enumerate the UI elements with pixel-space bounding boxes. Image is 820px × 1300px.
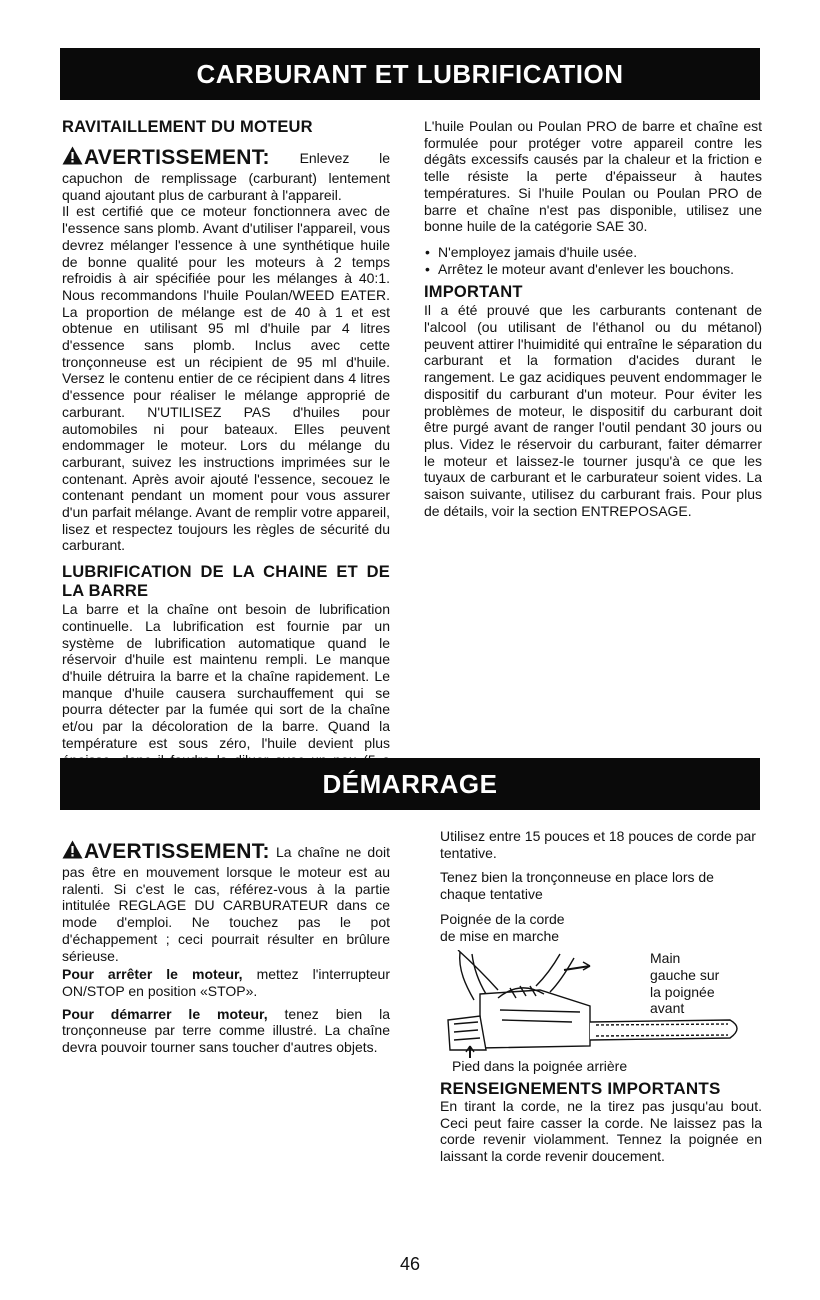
- hold-firmly-text: Tenez bien la tronçonneuse en place lors de chaque tentative: [440, 869, 714, 903]
- important-info-text: En tirant la corde, ne la tirez pas jusqu'au bout. Ceci peut faire casser la corde. Ne laissez pas la corde revenir violamment. Tennez la poignée en laissant la corde revenir doucement.: [440, 1097, 762, 1165]
- important-info-heading: RENSEIGNEMENTS IMPORTANTS: [440, 1078, 721, 1098]
- pull-length-text: Utilisez entre 15 pouces et 18 pouces de corde par tentative.: [440, 828, 756, 861]
- figure-label-foot: Pied dans la poignée arrière: [452, 1058, 628, 1075]
- stop-engine-paragraph: [62, 966, 390, 999]
- refuel-body: Il est certifié que ce moteur fonctionnera avec de l'essence sans plomb. Avant d'utiliser l'appareil, vous devrez mélanger l'essence à une synthétique huile de bonne qualité pour les moteurs à 2 temps refroidis à air spécifiée pour les mélanges à 40:1. Nous recommandons l'huile Poulan/WEED EATER. La proportion de mélange est de 40 à 1 et est obtenue en utilisant 95 ml d'huile par 4 litres d'essence sans plomb. Inclus avec cette tronçonneuse est un récipient de 95 ml d'huile. Versez le contenu entier de ce récipient dans 4 litres d'essence pour réaliser le mélange approprié de carburant. N'UTILISEZ PAS d'huiles pour automobiles ni pour bateaux. Elles peuvent endommager le moteur. Lors du mélange du carburant, suivez les instructions imprimées sur le contenant. Après avoir ajouté l'essence, secouez le contenant pendant un moment pour vous assurer d'un parfait mélange. Avant de remplir votre appareil, lisez et respectez toujours les règles de sécurité du carburant.: [62, 203, 390, 554]
- lubrication-body-part2: L'huile Poulan ou Poulan PRO de barre et chaîne est formulée pour protéger votre appareil contre les dégâts excessifs causés par la chaleur et la friction e telle résiste la perte d'épaisseur à hautes températures. Si l'huile Poulan ou Poulan PRO de barre et chaîne n'est pas disponible, utilisez une bonne huile de la catégorie SAE 30.: [424, 118, 762, 235]
- starting-left-column: [62, 840, 390, 1056]
- start-engine-paragraph: [62, 1006, 390, 1056]
- stop-engine-text: mettez l'interrupteur ON/STOP en position «STOP».: [62, 966, 391, 999]
- starting-right-column: [440, 828, 762, 1165]
- start-engine-text: tenez bien la tronçonneuse par terre comme illustré. La chaîne devra pouvoir tourner sans toucher d'autres objets.: [62, 1005, 390, 1056]
- fuel-left-column: [62, 118, 390, 802]
- starting-illustration: [440, 950, 762, 1058]
- important-heading: IMPORTANT: [424, 283, 523, 302]
- stop-engine-lead: Pour arrêter le moteur,: [62, 966, 243, 983]
- page-number: 46: [399, 1254, 421, 1274]
- lubrication-bullets: [424, 244, 762, 277]
- warning-triangle-icon: [62, 840, 83, 859]
- figure-label-hand-line: la poignée: [650, 983, 715, 1000]
- refuel-warning: [62, 146, 390, 203]
- lubrication-heading: LUBRIFICATION DE LA CHAINE ET DE LA BARRE: [62, 563, 390, 601]
- warning-text: La chaîne ne doit pas être en mouvement lorsque le moteur est au ralenti. Si c'est le cas, référez-vous à la partie intitulée REGLAGE DU CARBURATEUR dans ce mode d'emploi. Ne touchez pas le pot d'échappement ; ceci pourrait résulter en brûlure sérieuse.: [62, 844, 391, 964]
- warning-triangle-icon: [62, 146, 83, 165]
- list-item: • Arrêtez le moteur avant d'enlever les bouchons.: [438, 261, 762, 278]
- figure-label-hand-line: Main: [650, 950, 681, 967]
- section-banner-fuel: CARBURANT ET LUBRIFICATION: [60, 48, 760, 100]
- important-body: Il a été prouvé que les carburants contenant de l'alcool (ou utilisant de l'éthanol ou du métanol) peuvent attirer l'huimidité qui entraîne le séparation du carburant et la formation d'acides durant le rangement. Le gaz acidiques peuvent endommager le dispositif du carburant d'un moteur. Pour éviter les problèmes de moteur, le dispositif du carburant doit être purgé avant de ranger l'outil pendant 30 jours ou plus. Videz le réservoir du carburant, faiter démarrer le moteur et laissez-le tourner jusqu'à ce que les tuyaux de carburant et le carburateur soient vides. La saison suivante, utilisez du carburant frais. Pour plus de détails, voir la section ENTREPOSAGE.: [424, 302, 762, 519]
- warning-title: AVERTISSEMENT:: [84, 840, 270, 863]
- section-banner-starting: DÉMARRAGE: [60, 758, 760, 810]
- list-item: • N'employez jamais d'huile usée.: [438, 244, 762, 261]
- figure-label-hand-line: avant: [650, 1000, 685, 1017]
- figure-label-hand-line: gauche sur: [650, 966, 720, 983]
- warning-text: Enlevez le capuchon de remplissage (carburant) lentement quand ajoutant plus de carburant à l'appareil.: [62, 150, 390, 203]
- refuel-heading: RAVITAILLEMENT DU MOTEUR: [62, 118, 313, 136]
- figure-label-handle-2: de mise en marche: [440, 927, 560, 944]
- warning-title: AVERTISSEMENT:: [84, 146, 270, 169]
- lubrication-body-part1: La barre et la chaîne ont besoin de lubrification continuelle. La lubrification est fournie par un système de lubrification automatique quand le réservoir d'huile est maintenu rempli. Le manque d'huile détruira la barre et la chaîne rapidement. Le manque d'huile causera surchauffement qui se pourra détecter par la fumée qui sort de la chaîne et/ou par la décoloration de la barre. Quand la température est sous zéro, l'huile devient plus: [62, 601, 390, 751]
- fuel-right-column: [424, 118, 762, 519]
- starting-warning: [62, 840, 390, 964]
- figure-label-hand: [650, 950, 719, 1017]
- figure-label-handle-1: Poignée de la corde: [440, 910, 565, 927]
- start-engine-lead: Pour démarrer le moteur,: [62, 1005, 268, 1022]
